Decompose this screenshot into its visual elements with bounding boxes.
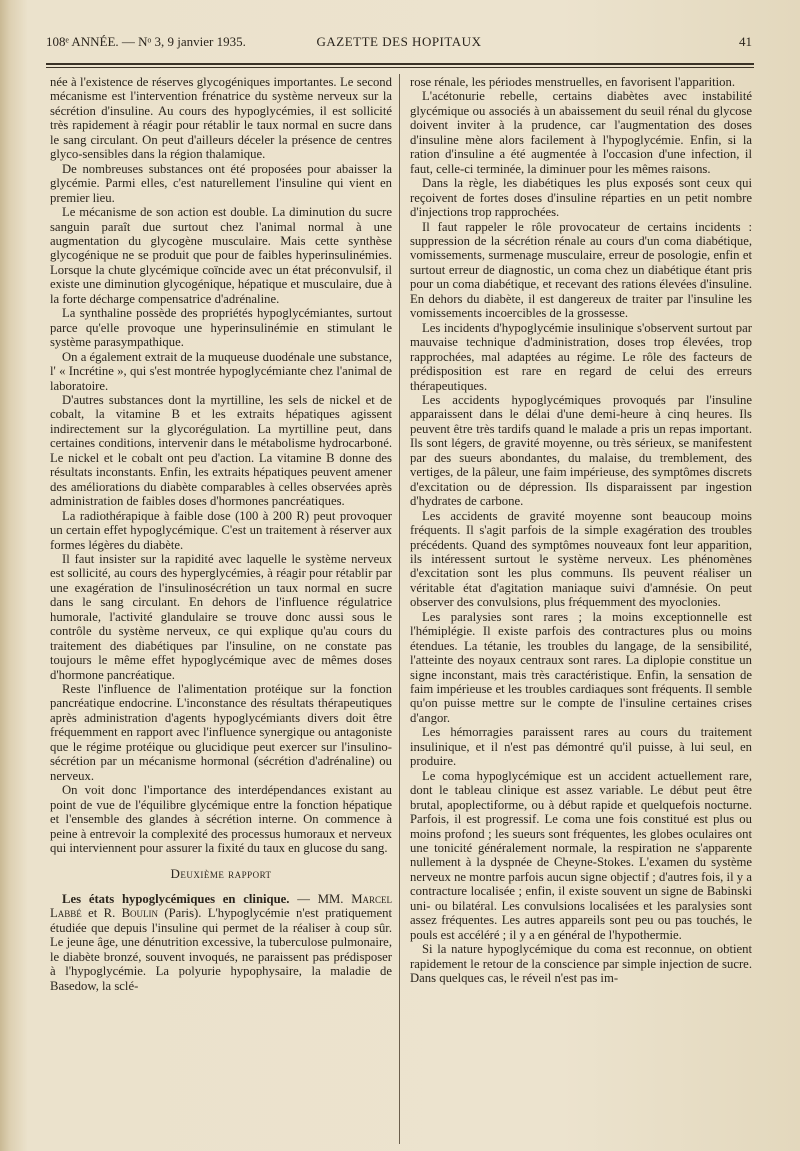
column-divider [399,74,400,1144]
right-column [410,75,752,986]
paragraph: Si la nature hypoglycémique du coma est reconnue, on obtient rapidement le retour de la conscience par simple injection de sucre. Dans quelques cas, le réveil n'est pas im- [410,942,752,986]
left-column [50,75,392,993]
paragraph: née à l'existence de réserves glycogéniques importantes. Le second mécanisme est l'intervention frénatrice du système nerveux sur la sécrétion d'insuline. Au cours des hypoglycémies, il est sollicité très rapidement à réagir pour rétablir le taux normal en sucre dans le sang circulant. On peut d'ailleurs déceler la présence de centres glyco-sensibles dans la région thalamique. [50,75,392,162]
journal-title: GAZETTE DES HOPITAUX [316,34,482,49]
issue-line: 108ᵉ ANNÉE. — Nᵒ 3, 9 janvier 1935. [46,34,246,49]
paragraph: Il faut insister sur la rapidité avec laquelle le système nerveux est sollicité, au cours des hyperglycémies, à réagir pour rétablir par une exagération de l'insulinosécrétion un taux normal en sucre dans le sang circulant. En dehors de l'influence régulatrice humorale, l'activité glandulaire se trouve donc aussi sous le contrôle du système nerveux, ce qui explique qu'au cours du traitement des diabétiques par l'insuline, on ne constate pas toujours le même effet hypoglycémique avec de mêmes doses d'hormone pancréatique. [50,551,392,682]
header-rule-thin [46,67,754,68]
report-body: L'hypoglycémie n'est pratiquement étudiée que depuis l'insuline qui permet de la réaliser à coup sûr. Le jeune âge, une dénutrition excessive, la tuberculose pulmonaire, le diabète bronzé, souvent invoqués, ne paraissent pas prédisposer à l'hypoglycémie. La polyurie hypophysaire, la maladie de Basedow, la sclé- [50,906,393,993]
report-heading: Les états hypoglycémiques en clinique. [62,891,290,906]
report-city: (Paris). [158,906,202,921]
author-name: Boulin [121,906,159,921]
paragraph: Les incidents d'hypoglycémie insulinique s'observent surtout par mauvaise technique d'administration, doses trop élevées, trop rapprochées, mal adaptées au régime. Le rôle des facteurs de prédisposition est rare en regard de celui des erreurs thérapeutiques. [410,320,752,393]
paragraph: Les hémorragies paraissent rares au cours du traitement insulinique, et il n'est pas démontré qu'il puisse, à lui seul, en produire. [410,725,752,769]
page-number: 41 [738,34,752,49]
paragraph: Les accidents de gravité moyenne sont beaucoup moins fréquents. Il s'agit parfois de la simple exagération des troubles précédents. Quand des symptômes nouveaux font leur apparition, ils intéressent surtout le système nerveux. Les phénomènes d'excitation sont les plus communs. Ils peuvent réaliser un véritable état d'agitation maniaque suivi d'amnésie. On peut observer des convulsions, plus fréquemment des myoclonies. [410,508,752,610]
paragraph: Dans la règle, les diabétiques les plus exposés sont ceux qui reçoivent de fortes doses d'insuline réparties en un petit nombre d'injections trop rapprochées. [410,176,752,220]
paragraph: De nombreuses substances ont été proposées pour abaisser la glycémie. Parmi elles, c'est naturellement l'insuline qui vient en premier lieu. [50,161,392,205]
paragraph: L'acétonurie rebelle, certains diabètes avec instabilité glycémique ou associés à un abaissement du seuil rénal du glycose doivent inviter à la prudence, car l'augmentation des doses d'insuline mène alors facilement à l'hypoglycémie. Enfin, si la ration d'insuline a été augmentée à l'occasion d'une infection, il faut, celle-ci terminée, la diminuer pour les mêmes raisons. [410,89,752,176]
report-paragraph [50,892,392,993]
paragraph: D'autres substances dont la myrtilline, les sels de nickel et de cobalt, la vitamine B et les extraits hépatiques agissent indirectement sur la glycorégulation. La myrtilline peut, dans certaines conditions, intervenir dans le métabolisme hydrocarboné. Le nickel et le cobalt ont peu d'action. La vitamine B donne des résultats inconstants. Enfin, les extraits hépatiques peuvent amener des améliorations du diabète comparables à celles observées après administration de faibles doses d'hormones pancréatiques. [50,392,392,509]
paragraph: Le coma hypoglycémique est un accident actuellement rare, dont le tableau clinique est assez variable. Le début peut être brutal, apoplectiforme, ou à début rapide et quelquefois nocturne. Parfois, il est progressif. Le coma une fois constitué est plus ou moins profond ; les sueurs sont fréquentes, les globes oculaires ont une tonicité généralement normale, la respiration ne s'apparente nullement à la dyspnée de Cheyne-Stokes. L'examen du système nerveux ne montre parfois aucun signe objectif ; d'autres fois, il y a contracture localisée ; enfin, il existe souvent un signe de Babinski uni- ou bilatéral. Les convulsions localisées et les paralysies sont assez fréquentes. Les autres appareils sont peu ou pas touchés, le pouls est accéléré ; il y a en général de l'hypothermie. [410,768,752,942]
paragraph: Les accidents hypoglycémiques provoqués par l'insuline apparaissent dans le délai d'une demi-heure à cinq heures. Ils peuvent être très tardifs quand le malade a pris un repas important. Ils sont légers, de gravité moyenne, ou très sérieux, se manifestent par des sueurs abondantes, du malaise, du tremblement, des vertiges, de la pâleur, une faim impérieuse, des symptômes discrets d'excitation ou de dépression. Ils disparaissent par ingestion d'hydrates de carbone. [410,392,752,509]
section-title: Deuxième rapport [170,866,272,882]
page-header [46,34,752,56]
paragraph: rose rénale, les périodes menstruelles, en favorisent l'apparition. [410,75,735,89]
paragraph: On voit donc l'importance des interdépendances existant au point de vue de l'équilibre glycémique entre la fonction hépatique et l'ensemble des glandes à sécrétion interne. On commence à peine à entrevoir la complexité des processus humoraux et nerveux qui interviennent pour assurer la fixité du taux en glucose du sang. [50,783,392,856]
paragraph: Le mécanisme de son action est double. La diminution du sucre sanguin paraît due surtout chez l'animal normal à une augmentation du glycogène musculaire. Mais cette synthèse glycogénique ne se produit que pour de faibles hyperinsulinémies. Lorsque la chute glycémique coïncide avec un état préconvulsif, il existe une diminution glycogénique, hépatique et musculaire, due à la forte décharge compensatrice d'adrénaline. [50,205,392,306]
paragraph: Reste l'influence de l'alimentation protéique sur la fonction pancréatique endocrine. L'inconstance des résultats thérapeutiques après administration d'agents hypoglycémiants divers doit être fréquemment en rapport avec l'influence synergique ou antagoniste que le régime protéique ou glucidique peut exercer sur l'insulino-sécrétion par un mécanisme hormonal (sécrétion d'adrénaline) ou nerveux. [50,682,392,783]
header-rule-thick [46,63,754,65]
paragraph: Il faut rappeler le rôle provocateur de certains incidents : suppression de la sécrétion rénale au cours d'un coma diabétique, vomissements, surmenage musculaire, erreur de posologie, enfin et surtout erreur de diagnostic, un coma chez un diabétique étant pris pour un coma diabétique, et recevant des rations élevées d'insuline. En dehors du diabète, il est dangereux de traiter par l'insuline les vomissements incoercibles de la grossesse. [410,219,752,321]
report-authors-prefix: — MM. [289,891,352,906]
paragraph: La synthaline possède des propriétés hypoglycémiantes, surtout parce qu'elle provoque une hyperinsulinémie en stimulant le système parasympathique. [50,306,392,350]
paragraph: La radiothérapique à faible dose (100 à 200 R) peut provoquer un certain effet hypoglycémique. C'est un traitement à réserver aux formes légères du diabète. [50,508,392,552]
paragraph: On a également extrait de la muqueuse duodénale une substance, l' « Incrétine », qui s'est montrée hypoglycémiante chez l'animal de laboratoire. [50,349,392,393]
paragraph: Les paralysies sont rares ; la moins exceptionnelle est l'hémiplégie. Il existe parfois des contractures plus ou moins étendues. La tétanie, les troubles du langage, de la sensibilité, l'atteinte des noyaux centraux sont rares. La diplopie constitue un signe inconstant, mais très caractéristique. Enfin, la sensation de faim impérieuse et les troubles cardiaques sont fréquents. Il semble qu'on puisse mettre sur le compte de l'insuline certaines crises d'angor. [410,609,752,725]
author-name: Marcel Labbé [50,891,392,921]
author-join: et R. [81,906,122,921]
